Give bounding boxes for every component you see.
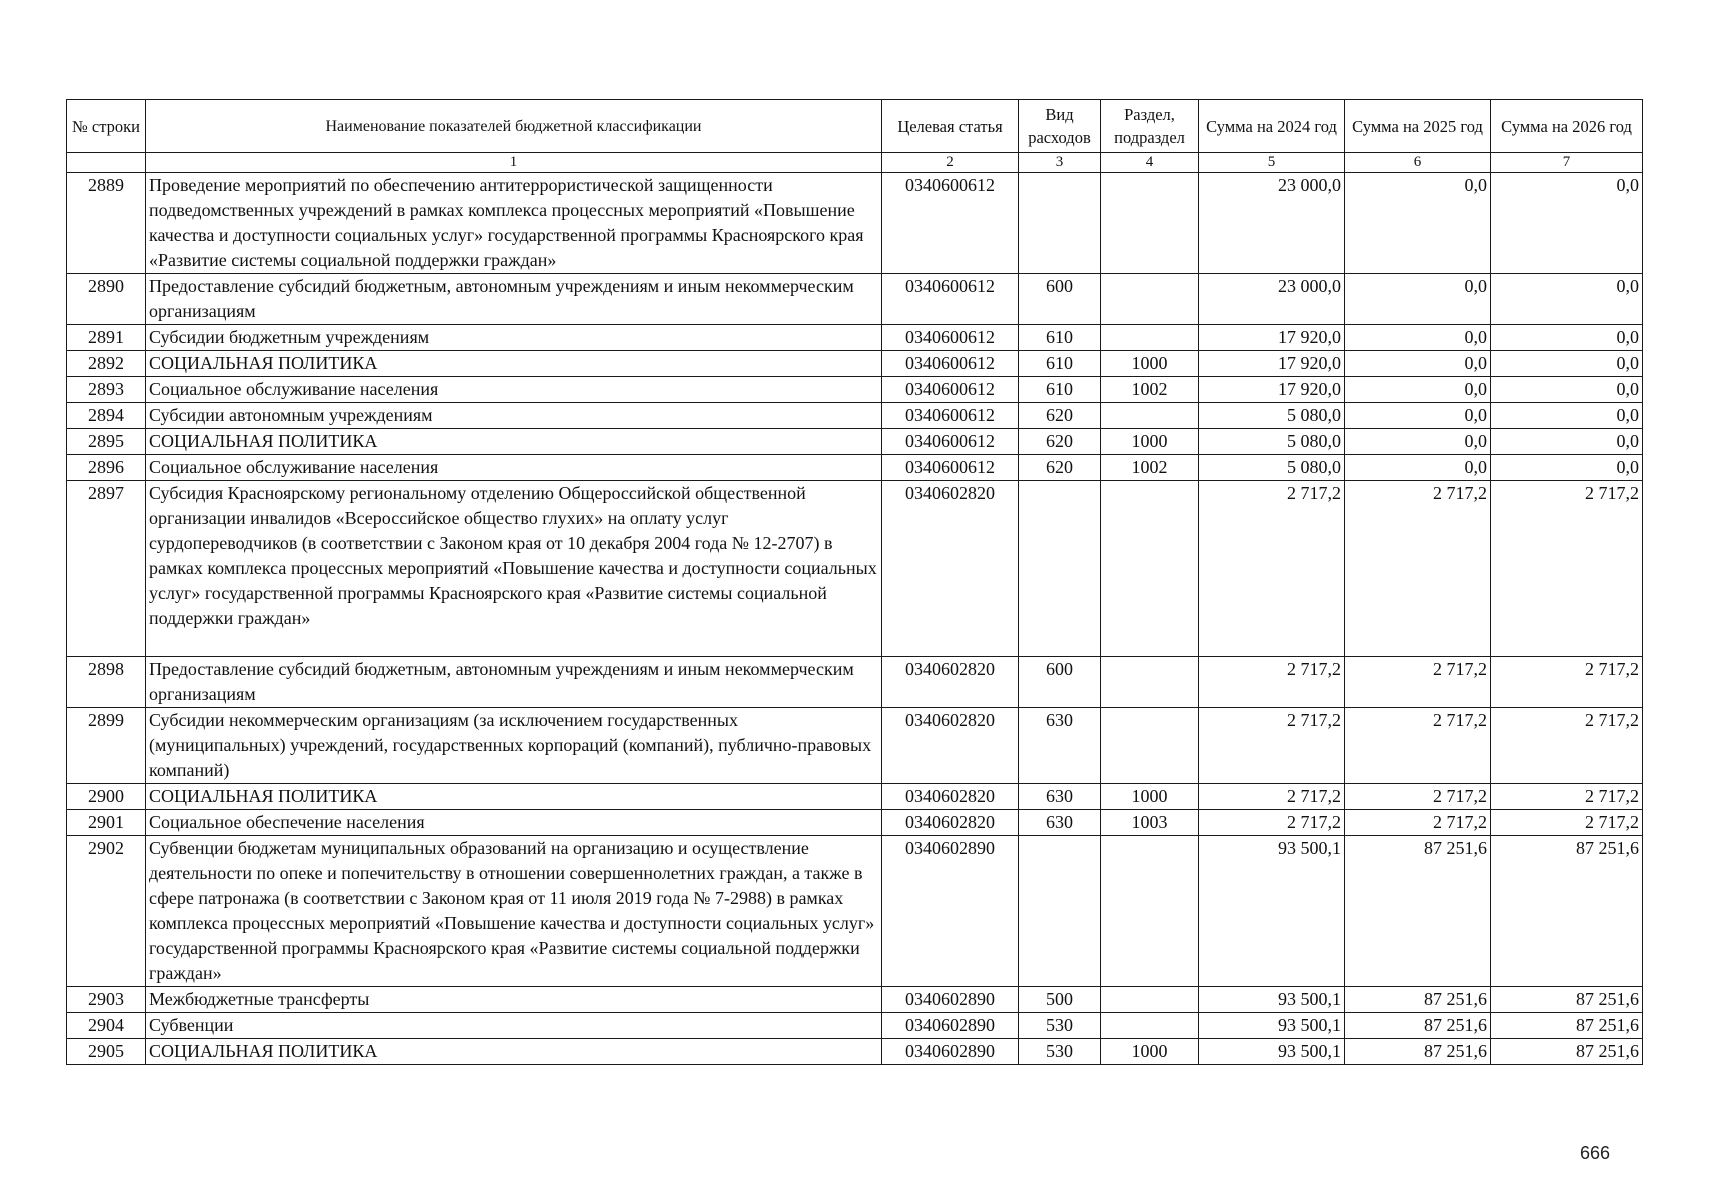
row-sum-2026: 0,0	[1491, 351, 1643, 377]
header-row-number: № строки	[67, 100, 146, 153]
row-name: Субвенции бюджетам муниципальных образований на организацию и осуществление деятельности по опеке и попечительству в отношении совершеннолетних граждан, а также в сфере патронажа (в соответствии с Законом края от 11 июля 2019 года № 7-2988) в рамках комплекса процессных мероприятий «Повышение качества и доступности социальных услуг» государственной программы Красноярского края «Развитие системы социальной поддержки граждан»	[146, 836, 882, 987]
row-name: Проведение мероприятий по обеспечению антитеррористической защищенности подведомственных учреждений в рамках комплекса процессных мероприятий «Повышение качества и доступности социальных услуг» государственной программы Красноярского края «Развитие системы социальной поддержки граждан»	[146, 173, 882, 274]
row-sum-2025: 2 717,2	[1345, 481, 1491, 657]
row-target-article: 0340602820	[882, 810, 1019, 836]
row-number: 2891	[67, 325, 146, 351]
row-sum-2026: 0,0	[1491, 403, 1643, 429]
row-sum-2025: 87 251,6	[1345, 1039, 1491, 1065]
table-row	[67, 377, 1643, 403]
row-sum-2024: 23 000,0	[1199, 173, 1345, 274]
row-number: 2904	[67, 1013, 146, 1039]
row-section: 1000	[1101, 351, 1199, 377]
row-sum-2026: 87 251,6	[1491, 836, 1643, 987]
row-target-article: 0340600612	[882, 403, 1019, 429]
table-row	[67, 987, 1643, 1013]
table-row	[67, 481, 1643, 657]
row-target-article: 0340600612	[882, 377, 1019, 403]
column-number: 6	[1345, 153, 1491, 173]
row-sum-2024: 5 080,0	[1199, 429, 1345, 455]
column-number: 7	[1491, 153, 1643, 173]
table-row	[67, 351, 1643, 377]
row-expense-type: 610	[1019, 377, 1101, 403]
row-number: 2890	[67, 274, 146, 325]
row-name: Межбюджетные трансферты	[146, 987, 882, 1013]
row-sum-2025: 0,0	[1345, 325, 1491, 351]
row-expense-type: 610	[1019, 325, 1101, 351]
column-number-row	[67, 153, 1643, 173]
row-sum-2024: 2 717,2	[1199, 708, 1345, 784]
row-name: Субсидии бюджетным учреждениям	[146, 325, 882, 351]
row-target-article: 0340600612	[882, 325, 1019, 351]
row-number: 2895	[67, 429, 146, 455]
row-expense-type: 630	[1019, 708, 1101, 784]
row-section: 1000	[1101, 784, 1199, 810]
row-expense-type: 530	[1019, 1013, 1101, 1039]
row-section	[1101, 481, 1199, 657]
header-expense-type: Вид расходов	[1019, 100, 1101, 153]
row-target-article: 0340602890	[882, 1013, 1019, 1039]
row-sum-2026: 0,0	[1491, 455, 1643, 481]
row-name: Социальное обеспечение населения	[146, 810, 882, 836]
row-target-article: 0340602820	[882, 784, 1019, 810]
row-sum-2025: 2 717,2	[1345, 784, 1491, 810]
row-number: 2889	[67, 173, 146, 274]
row-target-article: 0340602820	[882, 481, 1019, 657]
row-sum-2026: 87 251,6	[1491, 987, 1643, 1013]
row-sum-2024: 93 500,1	[1199, 987, 1345, 1013]
row-section	[1101, 1013, 1199, 1039]
row-name: Субвенции	[146, 1013, 882, 1039]
row-section	[1101, 325, 1199, 351]
row-target-article: 0340600612	[882, 274, 1019, 325]
row-expense-type: 620	[1019, 429, 1101, 455]
row-sum-2024: 23 000,0	[1199, 274, 1345, 325]
page-number: 666	[1580, 1143, 1611, 1163]
row-sum-2026: 2 717,2	[1491, 810, 1643, 836]
row-number: 2901	[67, 810, 146, 836]
row-sum-2025: 0,0	[1345, 403, 1491, 429]
column-number: 5	[1199, 153, 1345, 173]
row-expense-type: 630	[1019, 810, 1101, 836]
row-sum-2026: 0,0	[1491, 429, 1643, 455]
row-sum-2025: 0,0	[1345, 351, 1491, 377]
row-number: 2905	[67, 1039, 146, 1065]
header-sum-2026: Сумма на 2026 год	[1491, 100, 1643, 153]
row-sum-2026: 87 251,6	[1491, 1039, 1643, 1065]
table-row	[67, 784, 1643, 810]
row-sum-2024: 93 500,1	[1199, 1039, 1345, 1065]
row-expense-type: 620	[1019, 403, 1101, 429]
row-sum-2025: 0,0	[1345, 455, 1491, 481]
row-name: Субсидии автономным учреждениям	[146, 403, 882, 429]
row-target-article: 0340602820	[882, 657, 1019, 708]
table-body	[67, 173, 1643, 1065]
table-row	[67, 429, 1643, 455]
row-sum-2024: 17 920,0	[1199, 377, 1345, 403]
table-row	[67, 836, 1643, 987]
row-sum-2024: 93 500,1	[1199, 1013, 1345, 1039]
row-sum-2026: 0,0	[1491, 325, 1643, 351]
row-sum-2026: 0,0	[1491, 173, 1643, 274]
row-target-article: 0340602890	[882, 1039, 1019, 1065]
row-sum-2024: 5 080,0	[1199, 403, 1345, 429]
row-section	[1101, 836, 1199, 987]
row-sum-2025: 87 251,6	[1345, 1013, 1491, 1039]
row-sum-2024: 93 500,1	[1199, 836, 1345, 987]
row-number: 2897	[67, 481, 146, 657]
row-section	[1101, 657, 1199, 708]
row-expense-type	[1019, 481, 1101, 657]
row-sum-2025: 0,0	[1345, 274, 1491, 325]
row-sum-2026: 0,0	[1491, 274, 1643, 325]
row-expense-type: 630	[1019, 784, 1101, 810]
row-section: 1002	[1101, 455, 1199, 481]
row-expense-type: 600	[1019, 274, 1101, 325]
row-name: СОЦИАЛЬНАЯ ПОЛИТИКА	[146, 1039, 882, 1065]
row-section	[1101, 403, 1199, 429]
row-section: 1000	[1101, 429, 1199, 455]
row-sum-2025: 87 251,6	[1345, 987, 1491, 1013]
row-sum-2025: 2 717,2	[1345, 708, 1491, 784]
table-row	[67, 274, 1643, 325]
table-row	[67, 810, 1643, 836]
row-number: 2892	[67, 351, 146, 377]
row-section: 1003	[1101, 810, 1199, 836]
table-row	[67, 657, 1643, 708]
row-target-article: 0340600612	[882, 351, 1019, 377]
row-number: 2900	[67, 784, 146, 810]
budget-table	[66, 99, 1643, 1065]
row-section	[1101, 274, 1199, 325]
row-expense-type: 530	[1019, 1039, 1101, 1065]
header-target-article: Целевая статья	[882, 100, 1019, 153]
row-name: Предоставление субсидий бюджетным, автономным учреждениям и иным некоммерческим организациям	[146, 274, 882, 325]
row-sum-2024: 17 920,0	[1199, 351, 1345, 377]
row-sum-2025: 0,0	[1345, 377, 1491, 403]
row-sum-2025: 0,0	[1345, 429, 1491, 455]
row-sum-2026: 87 251,6	[1491, 1013, 1643, 1039]
row-name: Социальное обслуживание населения	[146, 455, 882, 481]
row-number: 2894	[67, 403, 146, 429]
row-sum-2024: 2 717,2	[1199, 481, 1345, 657]
row-sum-2026: 2 717,2	[1491, 657, 1643, 708]
row-sum-2025: 0,0	[1345, 173, 1491, 274]
table-row	[67, 708, 1643, 784]
row-expense-type: 610	[1019, 351, 1101, 377]
row-name: СОЦИАЛЬНАЯ ПОЛИТИКА	[146, 784, 882, 810]
row-name: СОЦИАЛЬНАЯ ПОЛИТИКА	[146, 351, 882, 377]
row-target-article: 0340600612	[882, 455, 1019, 481]
header-sum-2025: Сумма на 2025 год	[1345, 100, 1491, 153]
row-name: Субсидия Красноярскому региональному отделению Общероссийской общественной организации инвалидов «Всероссийское общество глухих» на оплату услуг сурдопереводчиков (в соответствии с Законом края от 10 декабря 2004 года № 12-2707) в рамках комплекса процессных мероприятий «Повышение качества и доступности социальных услуг» государственной программы Красноярского края «Развитие системы социальной поддержки граждан»	[146, 481, 882, 657]
row-expense-type: 600	[1019, 657, 1101, 708]
row-sum-2024: 17 920,0	[1199, 325, 1345, 351]
header-sum-2024: Сумма на 2024 год	[1199, 100, 1345, 153]
table-row	[67, 325, 1643, 351]
row-sum-2025: 87 251,6	[1345, 836, 1491, 987]
row-target-article: 0340602820	[882, 708, 1019, 784]
row-name: Предоставление субсидий бюджетным, автономным учреждениям и иным некоммерческим организациям	[146, 657, 882, 708]
row-sum-2024: 2 717,2	[1199, 810, 1345, 836]
row-section: 1000	[1101, 1039, 1199, 1065]
row-expense-type	[1019, 836, 1101, 987]
header-row	[67, 100, 1643, 153]
row-target-article: 0340602890	[882, 987, 1019, 1013]
row-sum-2024: 5 080,0	[1199, 455, 1345, 481]
row-expense-type	[1019, 173, 1101, 274]
row-number: 2903	[67, 987, 146, 1013]
row-expense-type: 500	[1019, 987, 1101, 1013]
row-expense-type: 620	[1019, 455, 1101, 481]
table-row	[67, 1039, 1643, 1065]
row-name: Субсидии некоммерческим организациям (за исключением государственных (муниципальных) учреждений, государственных корпораций (компаний), публично-правовых компаний)	[146, 708, 882, 784]
row-sum-2024: 2 717,2	[1199, 784, 1345, 810]
row-number: 2902	[67, 836, 146, 987]
row-number: 2893	[67, 377, 146, 403]
row-number: 2896	[67, 455, 146, 481]
row-section: 1002	[1101, 377, 1199, 403]
row-section	[1101, 173, 1199, 274]
table-row	[67, 455, 1643, 481]
row-target-article: 0340602890	[882, 836, 1019, 987]
header-name: Наименование показателей бюджетной классификации	[146, 100, 882, 153]
column-number: 2	[882, 153, 1019, 173]
table-row	[67, 173, 1643, 274]
row-section	[1101, 708, 1199, 784]
row-sum-2026: 2 717,2	[1491, 481, 1643, 657]
row-target-article: 0340600612	[882, 429, 1019, 455]
row-sum-2026: 0,0	[1491, 377, 1643, 403]
row-sum-2025: 2 717,2	[1345, 810, 1491, 836]
table-row	[67, 403, 1643, 429]
row-sum-2026: 2 717,2	[1491, 708, 1643, 784]
header-section: Раздел, подраздел	[1101, 100, 1199, 153]
row-number: 2899	[67, 708, 146, 784]
row-target-article: 0340600612	[882, 173, 1019, 274]
table-row	[67, 1013, 1643, 1039]
row-name: Социальное обслуживание населения	[146, 377, 882, 403]
column-number: 4	[1101, 153, 1199, 173]
row-sum-2025: 2 717,2	[1345, 657, 1491, 708]
row-sum-2026: 2 717,2	[1491, 784, 1643, 810]
column-number	[67, 153, 146, 173]
row-number: 2898	[67, 657, 146, 708]
row-sum-2024: 2 717,2	[1199, 657, 1345, 708]
row-name: СОЦИАЛЬНАЯ ПОЛИТИКА	[146, 429, 882, 455]
row-section	[1101, 987, 1199, 1013]
column-number: 3	[1019, 153, 1101, 173]
column-number: 1	[146, 153, 882, 173]
